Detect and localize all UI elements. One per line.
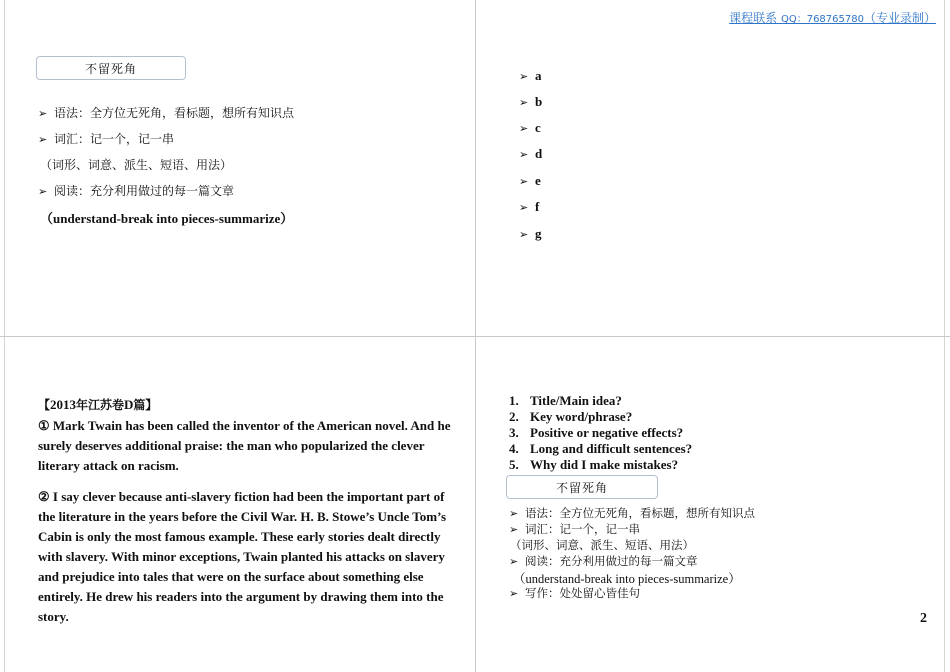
- bullet-arrow-icon: ➢: [509, 507, 519, 520]
- question-number: 2.: [509, 409, 519, 424]
- question-text: Long and difficult sentences?: [530, 441, 693, 456]
- slide2-letter: e: [535, 173, 541, 188]
- question-text: Key word/phrase?: [530, 409, 633, 424]
- slide3-paragraph-1: ① Mark Twain has been called the inventor of the American novel. And he surely deserves additional praise: the man who popularized the clever literary attack on racism.: [38, 418, 451, 473]
- bullet-arrow-icon: ➢: [38, 133, 48, 146]
- slide2-item: [519, 68, 542, 84]
- contact-qq: QQ：768765780: [780, 14, 864, 25]
- question-item: [509, 425, 692, 441]
- slide2-letter: b: [535, 94, 543, 109]
- slide3-heading: [38, 396, 157, 413]
- bullet-arrow-icon: ➢: [519, 228, 529, 241]
- bullet-arrow-icon: ➢: [519, 201, 529, 214]
- bullet-arrow-icon: ➢: [519, 70, 529, 83]
- question-item: [509, 409, 692, 425]
- slide-divider-horizontal: [0, 336, 950, 337]
- slide4-tag-box: [506, 475, 658, 499]
- slide4-item: [509, 521, 640, 537]
- slide4-item-text: 写作：处处留心皆佳句: [525, 586, 640, 600]
- slide4-tag-label: 不留死角: [555, 480, 608, 495]
- heading-bracket-open: 【: [38, 398, 51, 412]
- slide1-item-text: 语法：全方位无死角，看标题，想所有知识点: [54, 106, 295, 120]
- slide2-item: [519, 94, 542, 110]
- slide2-item: [519, 226, 542, 242]
- bullet-arrow-icon: ➢: [519, 96, 529, 109]
- heading-bracket-close: 篇】: [133, 398, 158, 412]
- bullet-arrow-icon: ➢: [509, 523, 519, 536]
- question-text: Positive or negative effects?: [530, 425, 684, 440]
- slide2-item: [519, 120, 541, 136]
- slide2-item: [519, 146, 542, 162]
- bullet-arrow-icon: ➢: [519, 122, 529, 135]
- question-number: 1.: [509, 393, 519, 408]
- slide2-item: [519, 199, 539, 215]
- contact-link[interactable]: [729, 9, 936, 26]
- slide4-item: [509, 553, 698, 569]
- slide1-item: [38, 182, 234, 199]
- slide1-item: [40, 156, 232, 173]
- question-text: Title/Main idea?: [530, 393, 622, 408]
- slide2-item: [519, 173, 541, 189]
- question-item: [509, 441, 692, 457]
- bullet-arrow-icon: ➢: [519, 175, 529, 188]
- question-item: [509, 457, 692, 473]
- slide4-question-list: [509, 393, 692, 473]
- slide1-item-text: 阅读：充分利用做过的每一篇文章: [54, 184, 235, 198]
- bullet-arrow-icon: ➢: [38, 185, 48, 198]
- slide2-letter: d: [535, 146, 543, 161]
- slide4-item: [510, 537, 694, 553]
- slide1-item: [40, 208, 293, 227]
- page-number: 2: [920, 611, 927, 626]
- bullet-arrow-icon: ➢: [519, 148, 529, 161]
- slide2-letter: a: [535, 68, 542, 83]
- heading-year: 2013: [50, 397, 77, 412]
- slide2-letter: g: [535, 226, 542, 241]
- question-number: 3.: [509, 425, 519, 440]
- question-number: 5.: [509, 457, 519, 472]
- slide1-tag-label: 不留死角: [84, 61, 137, 76]
- slide1-item-text: 词汇：记一个，记一串: [54, 132, 175, 146]
- slide3-paragraph-2: ② I say clever because anti-slavery fiction had been the important part of the literature in the years before the Civil War. H. B. Stowe’s Uncle Tom’s Cabin is only the most famous example. These early stories dealt directly with slavery. With minor exceptions, Twain planted his attacks on slavery and prejudice into tales that were on the surface about something else entirely. He drew his readers into the argument by drawing them into the story.: [38, 489, 447, 624]
- slide4-item-text: 语法：全方位无死角，看标题，想所有知识点: [525, 506, 755, 520]
- contact-suffix: （专业录制）: [863, 11, 936, 25]
- slide2-letter: f: [535, 199, 540, 214]
- slide1-item: [38, 130, 174, 147]
- question-item: [509, 393, 692, 409]
- slide4-item-text: （understand-break into pieces-summarize）: [513, 572, 741, 586]
- heading-letter: D: [124, 397, 134, 412]
- bullet-arrow-icon: ➢: [509, 587, 519, 600]
- bullet-arrow-icon: ➢: [509, 555, 519, 568]
- slide2-letter: c: [535, 120, 541, 135]
- heading-source: 年江苏卷: [76, 398, 125, 412]
- slide4-item-text: 阅读：充分利用做过的每一篇文章: [525, 554, 698, 568]
- slide4-item-text: 词汇：记一个，记一串: [525, 522, 640, 536]
- slide4-item: [509, 585, 640, 601]
- contact-prefix: 课程联系: [729, 11, 781, 25]
- slide1-tag-box: [36, 56, 186, 80]
- slide4-item-text: （词形、词意、派生、短语、用法）: [510, 538, 694, 552]
- question-number: 4.: [509, 441, 519, 456]
- slide4-item: [509, 505, 755, 521]
- question-text: Why did I make mistakes?: [530, 457, 679, 472]
- bullet-arrow-icon: ➢: [38, 107, 48, 120]
- slide1-item-text: （understand-break into pieces-summarize）: [40, 211, 294, 226]
- slide1-item: [38, 104, 294, 121]
- slide1-item-text: （词形、词意、派生、短语、用法）: [40, 158, 233, 172]
